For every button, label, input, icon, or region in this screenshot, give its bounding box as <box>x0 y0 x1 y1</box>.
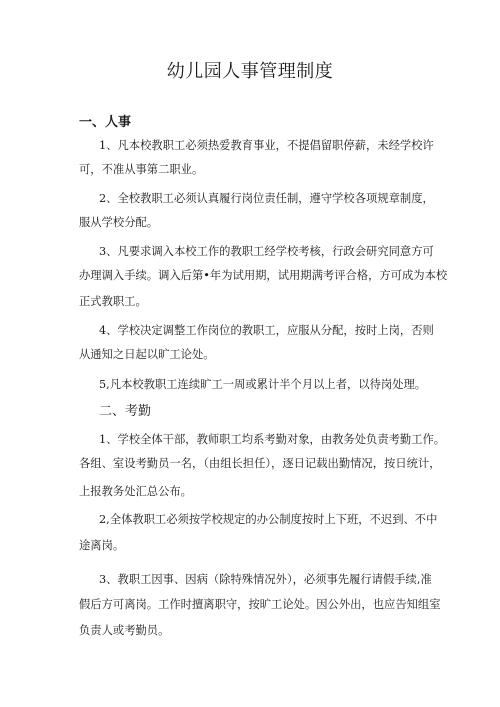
paragraph-line: 3、教职工因事、因病（除特殊情况外），必须事先履行请假手续,准 <box>99 573 432 586</box>
paragraph-line: 2,全体教职工必须按学校规定的办公制度按时上下班，不迟到、不中 <box>99 513 438 526</box>
paragraph-line: 可，不准从事第二职业。 <box>79 163 204 176</box>
paragraph-line: 假后方可离岗。工作时擅离职守，按旷工论处。因公外出，也应告知组室 <box>79 598 441 611</box>
paragraph-line: 1、学校全体干部，教师职工均系考勤对象，由教务处负责考勤工作。 <box>99 433 446 446</box>
paragraph-line: 服从学校分配。 <box>79 216 159 229</box>
paragraph-line: 负责人或考勤员。 <box>79 624 170 637</box>
paragraph-line: 上报教务处汇总公布。 <box>79 485 192 498</box>
paragraph-line: 正式教职工。 <box>79 295 147 308</box>
document-title: 幼儿园人事管理制度 <box>166 61 334 82</box>
paragraph-line: 2、全校教职工必须认真履行岗位责任制，遵守学校各项规章制度， <box>99 192 434 205</box>
paragraph-line: 1、凡本校教职工必须热爱教育事业，不提倡留职停薪，未经学校许 <box>99 139 434 152</box>
paragraph-line: 途离岗。 <box>79 539 125 552</box>
paragraph-line: 从通知之日起以旷工论处。 <box>79 348 215 361</box>
paragraph-line: 5,凡本校教职工连续旷工一周或累计半个月以上者，以待岗处理。 <box>99 378 427 391</box>
paragraph-line: 4、学校决定调整工作岗位的教职工，应服从分配，按时上岗，否则 <box>99 324 434 337</box>
paragraph-line: 3、凡要求调入本校工作的教职工经学校考核，行政会研究同意方可 <box>99 245 434 258</box>
section-heading-personnel: 一、人事 <box>79 115 132 130</box>
paragraph-line: 各组、室设考勤员一名，（由组长担任），逐日记载出勤情况，按日统计， <box>79 457 441 470</box>
paragraph-line: 办理调入手续。调入后第•年为试用期，试用期满考评合格，方可成为本校 <box>79 269 448 282</box>
section-heading-attendance: 二、考勤 <box>99 404 152 419</box>
